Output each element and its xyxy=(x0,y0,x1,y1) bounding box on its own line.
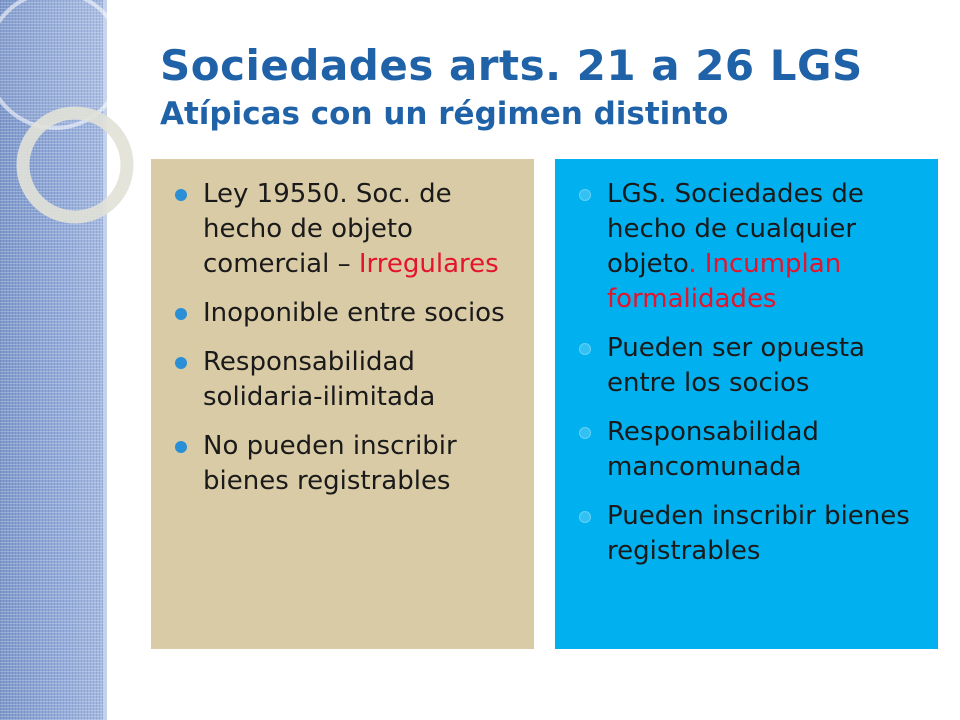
list-item-text: No pueden inscribir bienes registrables xyxy=(203,431,457,496)
list-item xyxy=(173,429,514,499)
list-item-text: Ley 19550. Soc. de hecho de objeto comercial – xyxy=(203,179,452,279)
bullet-dot-icon xyxy=(579,189,591,201)
list-item-text: Pueden ser opuesta entre los socios xyxy=(607,333,865,398)
slide-title: Sociedades arts. 21 a 26 LGS xyxy=(160,41,863,90)
bullet-dot-icon xyxy=(175,308,187,320)
list-item xyxy=(577,331,918,401)
list-item-text: Responsabilidad solidaria-ilimitada xyxy=(203,347,436,412)
left-bullet-list xyxy=(173,177,514,499)
left-panel-irregulares xyxy=(151,159,534,649)
bullet-dot-icon xyxy=(175,357,187,369)
list-item xyxy=(577,499,918,569)
bullet-dot-icon xyxy=(175,189,187,201)
list-item-highlight: . Incumplan formalidades xyxy=(607,249,842,314)
list-item-text: Inoponible entre socios xyxy=(203,298,505,328)
bullet-dot-icon xyxy=(579,511,591,523)
list-item xyxy=(173,296,514,331)
list-item-text: Pueden inscribir bienes registrables xyxy=(607,501,910,566)
list-item-highlight: Irregulares xyxy=(358,249,499,279)
title-area xyxy=(160,40,940,134)
bullet-dot-icon xyxy=(175,441,187,453)
list-item xyxy=(173,177,514,282)
right-panel-lgs xyxy=(555,159,938,649)
slide-subtitle: Atípicas con un régimen distinto xyxy=(160,96,729,132)
list-item-text: LGS. Sociedades de hecho de cualquier objeto xyxy=(607,179,864,279)
list-item xyxy=(577,415,918,485)
right-bullet-list xyxy=(577,177,918,569)
list-item xyxy=(173,345,514,415)
bullet-dot-icon xyxy=(579,427,591,439)
list-item xyxy=(577,177,918,317)
ring-small xyxy=(23,113,127,217)
list-item-text: Responsabilidad mancomunada xyxy=(607,417,819,482)
bullet-dot-icon xyxy=(579,343,591,355)
